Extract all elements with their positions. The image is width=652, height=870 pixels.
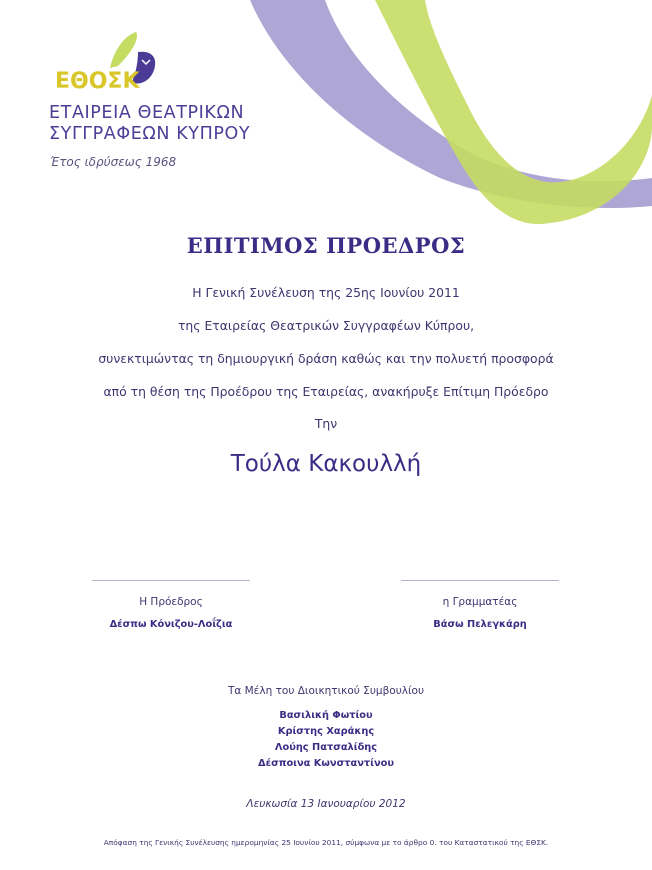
board-member: Βασιλική Φωτίου [279,710,373,721]
ethosk-logo [52,30,162,100]
body-line: από τη θέση της Προέδρου της Εταιρείας, ανακήρυξε Επίτιμη Πρόεδρο [103,384,549,399]
secretary-role: η Γραμματέας [442,596,518,608]
board-member: Κρίστης Χαράκης [277,726,375,737]
body-line: Η Γενική Συνέλευση της 25ης Ιουνίου 2011 [192,285,460,300]
president-name: Δέσπω Κόνιζου-Λοΐζια [109,619,233,630]
certificate-title: ΕΠΙΤΙΜΟΣ ΠΡΟΕΔΡΟΣ [186,233,466,258]
body-line: της Εταιρείας Θεατρικών Συγγραφέων Κύπρου, [177,318,475,333]
org-name-line2: ΣΥΓΓΡΑΦΕΩΝ ΚΥΠΡΟΥ [49,124,251,144]
logo-text: ΕΘΟΣΚ [55,69,140,94]
signature-line-president [92,580,250,581]
board-heading: Τα Μέλη του Διοικητικού Συμβουλίου [227,685,425,697]
footnote: Απόφαση της Γενικής Συνέλευσης ημερομηνίας 25 Ιουνίου 2011, σύμφωνα με το άρθρο 0. του Καταστατικού της ΕΘΣΚ. [103,838,549,847]
board-member: Λούης Πατσαλίδης [274,742,378,753]
board-member: Δέσποινα Κωνσταντίνου [258,758,394,769]
founded-year: Έτος ιδρύσεως 1968 [50,155,177,169]
green-swoosh [375,0,652,224]
president-role: Η Πρόεδρος [139,596,203,608]
purple-swoosh [250,0,652,208]
honoree-name: Τούλα Κακουλλή [230,451,422,477]
body-line: συνεκτιμώντας τη δημιουργική δράση καθώς και την πολυετή προσφορά [98,351,554,366]
signature-line-secretary [401,580,559,581]
secretary-name: Βάσω Πελεγκάρη [433,619,527,630]
org-name-line1: ΕΤΑΙΡΕΙΑ ΘΕΑΤΡΙΚΩΝ [49,103,245,123]
body-line: Την [314,416,338,431]
place-and-date: Λευκωσία 13 Ιανουαρίου 2012 [246,798,406,810]
